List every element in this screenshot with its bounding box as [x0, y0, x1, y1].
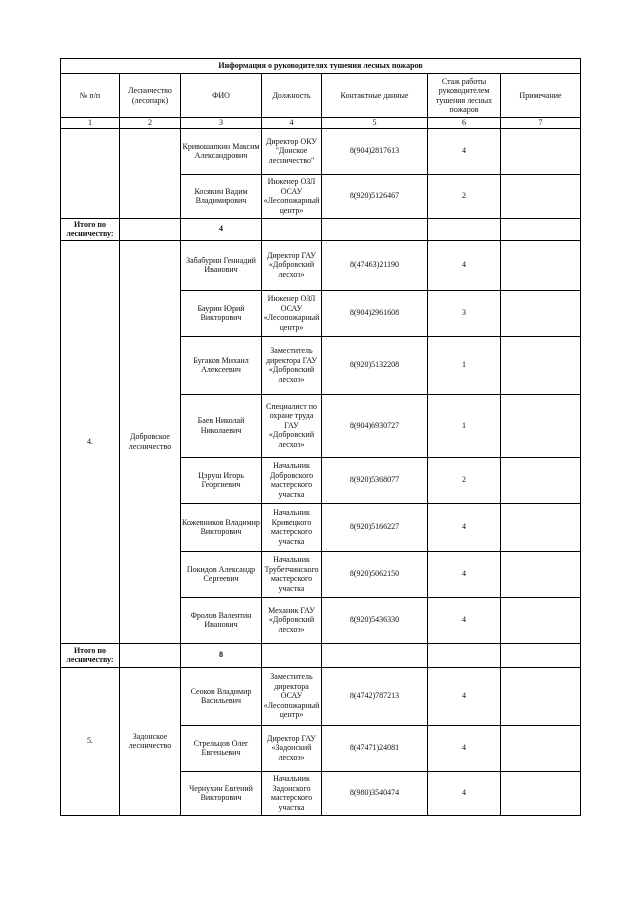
note-cell — [501, 174, 581, 218]
empty-cell — [262, 643, 322, 667]
phone-cell: 8(980)3540474 — [322, 771, 428, 815]
phone-cell: 8(920)5132208 — [322, 336, 428, 394]
total-value: 8 — [181, 643, 262, 667]
forest-fire-leaders-table — [60, 58, 581, 816]
phone-cell: 8(920)5368077 — [322, 457, 428, 503]
empty-cell — [501, 643, 581, 667]
empty-cell — [262, 218, 322, 240]
empty-cell — [428, 643, 501, 667]
num-cell: 4. — [61, 240, 120, 643]
position-cell: Начальник Трубетчинского мастерского участка — [262, 551, 322, 597]
experience-cell: 4 — [428, 503, 501, 551]
phone-cell: 8(47471)24081 — [322, 725, 428, 771]
position-cell: Директор ОКУ "Донское лесничество" — [262, 128, 322, 174]
empty-cell — [428, 218, 501, 240]
note-cell — [501, 771, 581, 815]
table-row — [61, 128, 581, 174]
total-label: Итого по лесничеству: — [61, 218, 120, 240]
header-forestry: Лесничество (лесопарк) — [120, 74, 181, 118]
col-number: 7 — [501, 118, 581, 129]
phone-cell: 8(904)2961608 — [322, 290, 428, 336]
note-cell — [501, 128, 581, 174]
fio-cell: Покидов Александр Сергеевич — [181, 551, 262, 597]
experience-cell: 1 — [428, 394, 501, 457]
experience-cell: 1 — [428, 336, 501, 394]
position-cell: Начальник Задонского мастерского участка — [262, 771, 322, 815]
note-cell — [501, 394, 581, 457]
col-number: 5 — [322, 118, 428, 129]
num-cell: 5. — [61, 667, 120, 815]
note-cell — [501, 290, 581, 336]
header-fio: ФИО — [181, 74, 262, 118]
header-position: Должность — [262, 74, 322, 118]
position-cell: Директор ГАУ «Задонский лесхоз» — [262, 725, 322, 771]
note-cell — [501, 725, 581, 771]
col-number: 6 — [428, 118, 501, 129]
note-cell — [501, 551, 581, 597]
experience-cell: 4 — [428, 725, 501, 771]
header-note: Примечание — [501, 74, 581, 118]
col-number: 3 — [181, 118, 262, 129]
fio-cell: Косякин Вадим Владимирович — [181, 174, 262, 218]
total-value: 4 — [181, 218, 262, 240]
fio-cell: Забабурин Геннадий Иванович — [181, 240, 262, 290]
phone-cell: 8(47463)21190 — [322, 240, 428, 290]
note-cell — [501, 240, 581, 290]
header-contacts: Контактные данные — [322, 74, 428, 118]
total-row — [61, 643, 581, 667]
header-experience: Стаж работы руководителем тушения лесных пожаров — [428, 74, 501, 118]
position-cell: Заместитель директора ГАУ «Добровский лесхоз» — [262, 336, 322, 394]
empty-cell — [120, 643, 181, 667]
fio-cell: Фролов Валентин Иванович — [181, 597, 262, 643]
empty-cell — [501, 218, 581, 240]
forestry-cell: Задонское лесничество — [120, 667, 181, 815]
total-row — [61, 218, 581, 240]
table-row — [61, 240, 581, 290]
empty-cell — [322, 643, 428, 667]
num-cell — [61, 128, 120, 218]
note-cell — [501, 503, 581, 551]
note-cell — [501, 457, 581, 503]
experience-cell: 4 — [428, 128, 501, 174]
position-cell: Начальник Добровского мастерского участка — [262, 457, 322, 503]
phone-cell: 8(920)5062150 — [322, 551, 428, 597]
col-number: 2 — [120, 118, 181, 129]
experience-cell: 4 — [428, 667, 501, 725]
fio-cell: Цэруш Игорь Георгиевич — [181, 457, 262, 503]
fio-cell: Бугаков Михаил Алексеевич — [181, 336, 262, 394]
position-cell: Специалист по охране труда ГАУ «Добровский лесхоз» — [262, 394, 322, 457]
position-cell: Заместитель директора ОСАУ «Лесопожарный центр» — [262, 667, 322, 725]
col-number: 1 — [61, 118, 120, 129]
position-cell: Директор ГАУ «Добровский лесхоз» — [262, 240, 322, 290]
note-cell — [501, 336, 581, 394]
table-row — [61, 667, 581, 725]
position-cell: Начальник Кривецкого мастерского участка — [262, 503, 322, 551]
experience-cell: 3 — [428, 290, 501, 336]
fio-cell: Чернухин Евгений Викторович — [181, 771, 262, 815]
forestry-cell: Добровское лесничество — [120, 240, 181, 643]
experience-cell: 2 — [428, 174, 501, 218]
fio-cell: Кожевников Владимир Викторович — [181, 503, 262, 551]
empty-cell — [322, 218, 428, 240]
experience-cell: 4 — [428, 771, 501, 815]
fio-cell: Сеоков Владимир Васильевич — [181, 667, 262, 725]
phone-cell: 8(920)5436330 — [322, 597, 428, 643]
table-title: Информация о руководителях тушения лесных пожаров — [61, 59, 581, 74]
col-number: 4 — [262, 118, 322, 129]
phone-cell: 8(4742)787213 — [322, 667, 428, 725]
header-num: № п/п — [61, 74, 120, 118]
forestry-cell — [120, 128, 181, 218]
note-cell — [501, 667, 581, 725]
experience-cell: 4 — [428, 551, 501, 597]
note-cell — [501, 597, 581, 643]
position-cell: Инженер ОЗЛ ОСАУ «Лесопожарный центр» — [262, 290, 322, 336]
phone-cell: 8(920)5126467 — [322, 174, 428, 218]
total-label: Итого по лесничеству: — [61, 643, 120, 667]
empty-cell — [120, 218, 181, 240]
phone-cell: 8(904)2817613 — [322, 128, 428, 174]
fio-cell: Стрельцов Олег Евгеньевич — [181, 725, 262, 771]
experience-cell: 4 — [428, 240, 501, 290]
experience-cell: 2 — [428, 457, 501, 503]
fio-cell: Баев Николай Николаевич — [181, 394, 262, 457]
phone-cell: 8(920)5166227 — [322, 503, 428, 551]
fio-cell: Кривошапкин Максим Александрович — [181, 128, 262, 174]
fio-cell: Баурин Юрий Викторович — [181, 290, 262, 336]
phone-cell: 8(904)6930727 — [322, 394, 428, 457]
position-cell: Механик ГАУ «Добровский лесхоз» — [262, 597, 322, 643]
experience-cell: 4 — [428, 597, 501, 643]
position-cell: Инженер ОЗЛ ОСАУ «Лесопожарный центр» — [262, 174, 322, 218]
